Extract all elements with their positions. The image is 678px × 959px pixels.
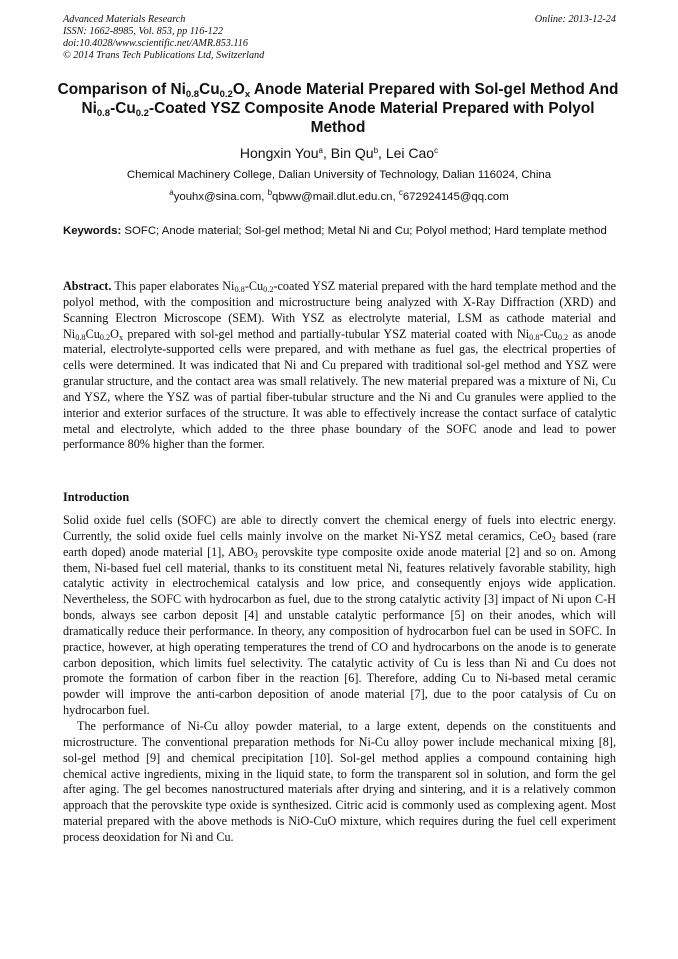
author-list: Hongxin You$^a$, Bin Qu$^b$, Lei Cao$^c$ (239, 145, 439, 161)
email-link[interactable]: youhx@sina.com, (173, 191, 268, 203)
abstract-label: Abstract. (63, 279, 112, 293)
paragraph: Solid oxide fuel cells (SOFC) are able to directly convert the chemical energy of fuels into electric energy. Currently, the solid oxide fuel cells mainly involve on the market Ni-YSZ metal ceramics, CeO$_2$ based (rare earth doped) anode material [1], $ABO_3$ perovskite type composite oxide anode material [2] and so on. Among them, Ni-based fuel cell material, thanks to its constituent metal Ni, features relatively favorable stability, high catalytic activity in electrochemical catalysis and low price, and consequently enjoys wide application. Nevertheless, the SOFC with hydrocarbon as fuel, due to the strong catalytic activity [3] impact of Ni upon C-H bonds, always see carbon deposit [4] and unstable catalytic performance [5] on their anodes, which will dramatically reduce their performance. In theory, any composition of hydrocarbon fuel can be used in SOFC. In practice, however, at high operating temperatures the trend of CO and hydrocarbons on the anode is to generate carbon deposition, which limits fuel selectivity. The catalytic activity of Cu is less than Ni and Cu does not promote the formation of carbon fiber in the reaction [6]. Therefore, adding Cu to Ni-based metal ceramic powder will improve the anti-carbon deposition of anode material [7], due to the poor catalysis of Cu on hydrocarbon fuel. (63, 513, 617, 718)
abstract: Abstract. This paper elaborates $Ni_{0.8}-Cu_{0.2}$-coated YSZ material prepared with the hard template method and the polyol method, with the composition and microstructure being analyzed with X-Ray Diffraction (XRD) and Scanning Electron Microscope (SEM). With YSZ as electrolyte material, LSM as cathode material and $Ni_{0.8}Cu_{0.2}O_x$ prepared with sol-gel method and partially-tubular YSZ material coated with $Ni_{0.8}-Cu_{0.2}$ as anode material, electrolyte-supported cells were prepared, and with methane as fuel gas, the electrical properties of cells were determined. It was indicated that Ni and Cu prepared with traditional sol-gel method and YSZ were granular structure, and the contact area was small relatively. The new material prepared was a mixture of Ni, Cu and YSZ, where the YSZ was of partial fiber-tubular structure and the Ni and Cu granules were applied to the interior and exterior surfaces of the structure. It was able to effectively increase the contact surface of catalytic metal and electrolyte, which added to the three phase boundary of the SOFC anode and lead to power performance 80% higher than the former. (63, 279, 616, 452)
keywords-text: SOFC; Anode material; Sol-gel method; Metal Ni and Cu; Polyol method; Hard template method (121, 225, 607, 237)
online-date: Online: 2013-12-24 (534, 14, 616, 25)
paper-title: Comparison of $Ni_{0.8}Cu_{0.2}O_x$ Anode Material Prepared with Sol-gel Method And $Ni_{0.8}-Cu_{0.2}$-Coated YSZ Composite Anode Material Prepared with Polyol Method (57, 81, 619, 136)
email-link[interactable]: qbww@mail.dlut.edu.cn, (272, 191, 399, 203)
paragraph: The performance of Ni-Cu alloy powder material, to a large extent, depends on the constituents and microstructure. The conventional preparation methods for Ni-Cu alloy power include mechanical mixing [8], sol-gel method [9] and chemical precipitation [10]. Sol-gel method applies a compound containing high chemical active ingredients, mixing in the liquid state, to form the transparent sol in solution, and form the gel after aging. The gel becomes nanostructured materials after drying and sintering, and it is a relatively common approach that the perovskite type oxide is synthesized. Citric acid is commonly used as complexing agent. Most material prepared with the above methods is NiO-CuO mixture, which requires during the fuel cell experiment process deoxidation for Ni and Cu. (63, 718, 616, 844)
email-link[interactable]: 672924145@qq.com (402, 191, 509, 203)
copyright-line: © 2014 Trans Tech Publications Ltd, Switzerland (63, 50, 265, 61)
author-name: Bin Qu (330, 145, 374, 161)
issn-line: ISSN: 1662-8985, Vol. 853, pp 116-122 (63, 26, 223, 37)
section-heading-introduction: Introduction (63, 490, 130, 504)
author-emails: $^a$youhx@sina.com, $^b$qbww@mail.dlut.edu.cn, $^c$672924145@qq.com (169, 188, 509, 203)
author-name: Lei Cao (385, 145, 435, 161)
keywords-label: Keywords: (63, 225, 122, 237)
affiliation: Chemical Machinery College, Dalian University of Technology, Dalian 116024, China (126, 169, 552, 181)
doi-line[interactable]: doi:10.4028/www.scientific.net/AMR.853.116 (63, 38, 248, 49)
keywords (63, 222, 616, 240)
journal-header (63, 14, 616, 62)
author-name: Hongxin You (239, 145, 319, 161)
journal-name: Advanced Materials Research (63, 14, 186, 25)
introduction-body (63, 513, 616, 846)
